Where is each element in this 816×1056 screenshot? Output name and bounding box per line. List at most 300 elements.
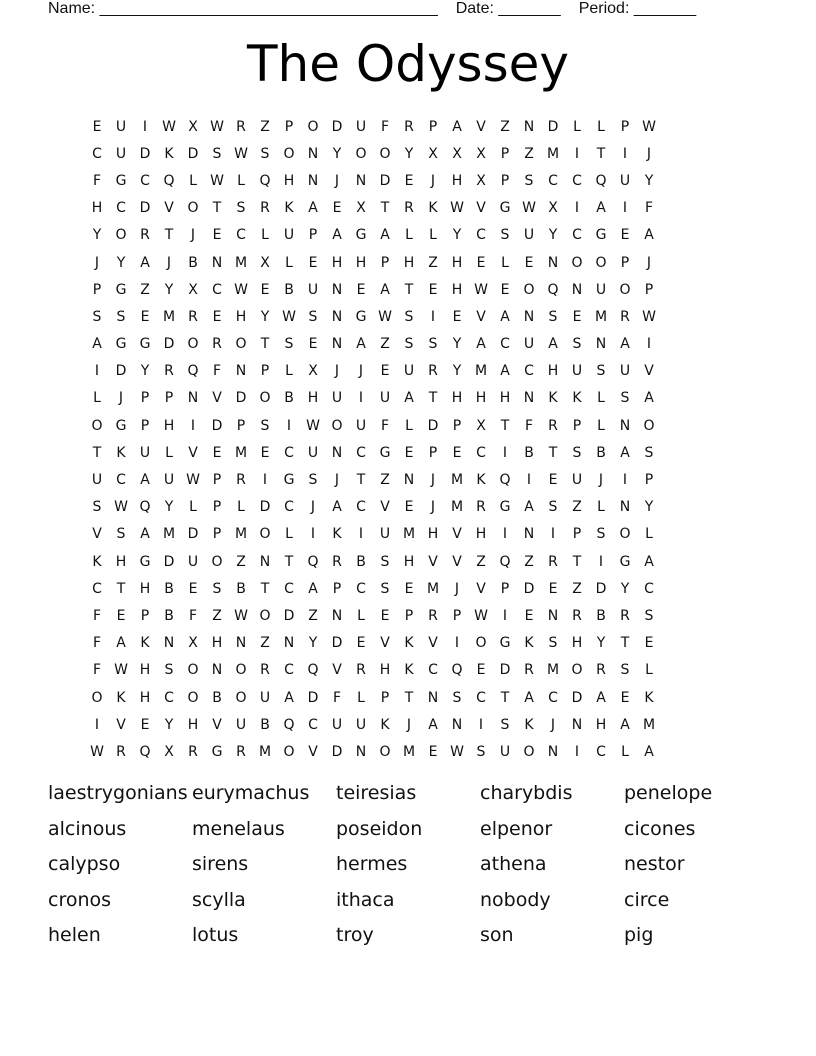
grid-letter[interactable]: D — [547, 118, 559, 135]
grid-letter[interactable]: W — [234, 281, 248, 298]
grid-letter[interactable]: N — [523, 308, 535, 325]
grid-letter[interactable]: R — [620, 607, 630, 624]
grid-letter[interactable]: A — [620, 444, 630, 461]
grid-letter[interactable]: Q — [163, 172, 175, 189]
grid-letter[interactable]: P — [284, 118, 294, 135]
grid-letter[interactable]: P — [404, 607, 414, 624]
grid-letter[interactable]: G — [115, 172, 127, 189]
grid-letter[interactable]: N — [331, 607, 343, 624]
grid-letter[interactable]: I — [142, 118, 148, 135]
grid-letter[interactable]: A — [404, 390, 414, 407]
grid-letter[interactable]: E — [476, 662, 486, 679]
grid-letter[interactable]: J — [334, 363, 340, 380]
grid-letter[interactable]: O — [235, 689, 247, 706]
grid-letter[interactable]: T — [116, 580, 126, 597]
grid-letter[interactable]: B — [164, 580, 174, 597]
grid-letter[interactable]: U — [355, 716, 367, 733]
grid-letter[interactable]: A — [428, 716, 438, 733]
grid-letter[interactable]: P — [620, 118, 630, 135]
grid-letter[interactable]: A — [596, 200, 606, 217]
grid-letter[interactable]: Z — [380, 336, 390, 353]
grid-letter[interactable]: D — [139, 200, 151, 217]
grid-letter[interactable]: C — [308, 716, 318, 733]
grid-letter[interactable]: O — [523, 743, 535, 760]
grid-letter[interactable]: U — [379, 390, 391, 407]
grid-letter[interactable]: J — [646, 254, 652, 271]
grid-letter[interactable]: K — [476, 472, 486, 489]
grid-letter[interactable]: K — [140, 635, 150, 652]
grid-letter[interactable]: E — [380, 363, 390, 380]
grid-letter[interactable]: W — [474, 607, 488, 624]
grid-letter[interactable]: Q — [547, 281, 559, 298]
grid-letter[interactable]: P — [164, 390, 174, 407]
grid-letter[interactable]: J — [430, 499, 436, 516]
grid-letter[interactable]: R — [524, 662, 534, 679]
grid-letter[interactable]: L — [645, 526, 653, 543]
grid-letter[interactable]: F — [188, 607, 198, 624]
grid-letter[interactable]: V — [188, 444, 198, 461]
grid-letter[interactable]: O — [379, 145, 391, 162]
grid-letter[interactable]: H — [451, 281, 463, 298]
grid-letter[interactable]: C — [92, 145, 102, 162]
grid-letter[interactable]: F — [644, 200, 654, 217]
grid-letter[interactable]: U — [571, 363, 583, 380]
grid-letter[interactable]: D — [187, 526, 199, 543]
grid-letter[interactable]: P — [452, 417, 462, 434]
grid-letter[interactable]: E — [524, 607, 534, 624]
grid-letter[interactable]: Q — [307, 662, 319, 679]
grid-letter[interactable]: C — [116, 200, 126, 217]
grid-letter[interactable]: N — [523, 526, 535, 543]
grid-letter[interactable]: L — [597, 118, 605, 135]
grid-letter[interactable]: D — [235, 390, 247, 407]
grid-letter[interactable]: O — [475, 635, 487, 652]
grid-letter[interactable]: I — [526, 472, 532, 489]
grid-letter[interactable]: O — [571, 662, 583, 679]
grid-letter[interactable]: E — [476, 254, 486, 271]
grid-letter[interactable]: I — [598, 553, 604, 570]
grid-letter[interactable]: R — [236, 118, 246, 135]
grid-letter[interactable]: P — [236, 417, 246, 434]
grid-letter[interactable]: S — [476, 743, 486, 760]
grid-letter[interactable]: G — [115, 281, 127, 298]
grid-letter[interactable]: V — [116, 716, 126, 733]
grid-letter[interactable]: I — [478, 716, 484, 733]
grid-letter[interactable]: N — [331, 281, 343, 298]
grid-letter[interactable]: T — [356, 472, 366, 489]
grid-letter[interactable]: R — [236, 472, 246, 489]
grid-letter[interactable]: B — [524, 444, 534, 461]
grid-letter[interactable]: R — [428, 607, 438, 624]
grid-letter[interactable]: E — [356, 281, 366, 298]
grid-letter[interactable]: S — [572, 444, 582, 461]
grid-letter[interactable]: S — [212, 145, 222, 162]
grid-letter[interactable]: C — [476, 227, 486, 244]
grid-letter[interactable]: G — [355, 227, 367, 244]
grid-letter[interactable]: Y — [404, 145, 414, 162]
grid-letter[interactable]: U — [355, 118, 367, 135]
grid-letter[interactable]: I — [574, 145, 580, 162]
grid-letter[interactable]: S — [380, 580, 390, 597]
grid-letter[interactable]: B — [212, 689, 222, 706]
grid-letter[interactable]: A — [332, 499, 342, 516]
grid-letter[interactable]: E — [500, 281, 510, 298]
grid-letter[interactable]: D — [139, 145, 151, 162]
grid-letter[interactable]: O — [115, 227, 127, 244]
grid-letter[interactable]: S — [572, 336, 582, 353]
grid-letter[interactable]: D — [283, 607, 295, 624]
grid-letter[interactable]: Q — [595, 172, 607, 189]
grid-letter[interactable]: H — [571, 635, 583, 652]
grid-letter[interactable]: A — [620, 336, 630, 353]
grid-letter[interactable]: A — [284, 689, 294, 706]
grid-letter[interactable]: V — [644, 363, 654, 380]
grid-letter[interactable]: A — [476, 336, 486, 353]
grid-letter[interactable]: C — [548, 689, 558, 706]
grid-letter[interactable]: N — [283, 635, 295, 652]
grid-letter[interactable]: G — [499, 499, 511, 516]
grid-letter[interactable]: S — [116, 308, 126, 325]
grid-letter[interactable]: V — [92, 526, 102, 543]
grid-letter[interactable]: B — [284, 281, 294, 298]
grid-letter[interactable]: Y — [452, 336, 462, 353]
grid-letter[interactable]: H — [211, 635, 223, 652]
grid-letter[interactable]: C — [476, 689, 486, 706]
grid-letter[interactable]: A — [380, 227, 390, 244]
grid-letter[interactable]: D — [211, 417, 223, 434]
grid-letter[interactable]: Z — [260, 635, 270, 652]
grid-letter[interactable]: E — [404, 444, 414, 461]
grid-letter[interactable]: C — [92, 580, 102, 597]
grid-letter[interactable]: H — [91, 200, 103, 217]
grid-letter[interactable]: A — [644, 743, 654, 760]
grid-letter[interactable]: T — [164, 227, 174, 244]
grid-letter[interactable]: V — [212, 390, 222, 407]
grid-letter[interactable]: L — [237, 172, 245, 189]
grid-letter[interactable]: R — [404, 200, 414, 217]
grid-letter[interactable]: L — [357, 607, 365, 624]
grid-letter[interactable]: N — [547, 254, 559, 271]
grid-letter[interactable]: C — [284, 580, 294, 597]
grid-letter[interactable]: O — [619, 281, 631, 298]
grid-letter[interactable]: N — [595, 336, 607, 353]
grid-letter[interactable]: P — [332, 580, 342, 597]
grid-letter[interactable]: Y — [596, 635, 606, 652]
grid-letter[interactable]: X — [452, 145, 462, 162]
grid-letter[interactable]: E — [452, 308, 462, 325]
grid-letter[interactable]: L — [261, 227, 269, 244]
grid-letter[interactable]: T — [620, 635, 630, 652]
grid-letter[interactable]: P — [212, 472, 222, 489]
grid-letter[interactable]: R — [236, 743, 246, 760]
grid-letter[interactable]: R — [260, 662, 270, 679]
grid-letter[interactable]: E — [140, 716, 150, 733]
grid-letter[interactable]: U — [331, 390, 343, 407]
grid-letter[interactable]: J — [190, 227, 196, 244]
grid-letter[interactable]: Z — [572, 580, 582, 597]
grid-letter[interactable]: C — [644, 580, 654, 597]
grid-letter[interactable]: A — [356, 336, 366, 353]
grid-letter[interactable]: A — [596, 689, 606, 706]
grid-letter[interactable]: L — [597, 499, 605, 516]
grid-letter[interactable]: J — [334, 472, 340, 489]
grid-letter[interactable]: W — [474, 281, 488, 298]
grid-letter[interactable]: D — [163, 553, 175, 570]
grid-letter[interactable]: E — [620, 689, 630, 706]
grid-letter[interactable]: E — [308, 254, 318, 271]
grid-letter[interactable]: M — [546, 662, 560, 679]
grid-letter[interactable]: M — [402, 526, 416, 543]
grid-letter[interactable]: H — [451, 172, 463, 189]
grid-letter[interactable]: V — [164, 200, 174, 217]
grid-letter[interactable]: S — [236, 200, 246, 217]
grid-letter[interactable]: A — [644, 227, 654, 244]
grid-letter[interactable]: F — [332, 689, 342, 706]
grid-letter[interactable]: K — [524, 635, 534, 652]
grid-letter[interactable]: P — [380, 689, 390, 706]
grid-letter[interactable]: O — [283, 145, 295, 162]
grid-letter[interactable]: A — [140, 254, 150, 271]
grid-letter[interactable]: R — [356, 662, 366, 679]
grid-letter[interactable]: J — [166, 254, 172, 271]
grid-letter[interactable]: S — [620, 662, 630, 679]
grid-letter[interactable]: C — [212, 281, 222, 298]
grid-letter[interactable]: W — [210, 172, 224, 189]
grid-letter[interactable]: N — [547, 743, 559, 760]
grid-letter[interactable]: D — [331, 743, 343, 760]
grid-letter[interactable]: P — [644, 281, 654, 298]
grid-letter[interactable]: S — [596, 526, 606, 543]
grid-letter[interactable]: S — [644, 444, 654, 461]
grid-letter[interactable]: O — [331, 417, 343, 434]
grid-letter[interactable]: U — [355, 417, 367, 434]
grid-letter[interactable]: T — [572, 553, 582, 570]
grid-letter[interactable]: G — [355, 308, 367, 325]
grid-letter[interactable]: Y — [452, 363, 462, 380]
grid-letter[interactable]: O — [187, 200, 199, 217]
grid-letter[interactable]: H — [187, 716, 199, 733]
grid-letter[interactable]: Y — [260, 308, 270, 325]
grid-letter[interactable]: W — [210, 118, 224, 135]
grid-letter[interactable]: W — [306, 417, 320, 434]
grid-letter[interactable]: Z — [140, 281, 150, 298]
grid-letter[interactable]: H — [139, 662, 151, 679]
grid-letter[interactable]: D — [499, 662, 511, 679]
grid-letter[interactable]: S — [500, 716, 510, 733]
grid-letter[interactable]: A — [116, 635, 126, 652]
grid-letter[interactable]: I — [190, 417, 196, 434]
grid-letter[interactable]: Z — [500, 118, 510, 135]
grid-letter[interactable]: N — [187, 390, 199, 407]
grid-letter[interactable]: R — [260, 200, 270, 217]
grid-letter[interactable]: N — [331, 336, 343, 353]
grid-letter[interactable]: X — [548, 200, 558, 217]
grid-letter[interactable]: V — [452, 526, 462, 543]
grid-letter[interactable]: L — [405, 227, 413, 244]
grid-letter[interactable]: S — [404, 336, 414, 353]
grid-letter[interactable]: L — [429, 227, 437, 244]
grid-letter[interactable]: W — [114, 499, 128, 516]
grid-letter[interactable]: D — [307, 689, 319, 706]
grid-letter[interactable]: Y — [644, 172, 654, 189]
grid-letter[interactable]: W — [162, 118, 176, 135]
grid-letter[interactable]: S — [548, 635, 558, 652]
grid-letter[interactable]: X — [164, 743, 174, 760]
grid-letter[interactable]: N — [235, 363, 247, 380]
grid-letter[interactable]: E — [188, 580, 198, 597]
grid-letter[interactable]: O — [355, 145, 367, 162]
grid-letter[interactable]: S — [524, 172, 534, 189]
grid-letter[interactable]: D — [331, 118, 343, 135]
grid-letter[interactable]: O — [571, 254, 583, 271]
grid-letter[interactable]: P — [644, 472, 654, 489]
grid-letter[interactable]: J — [550, 716, 556, 733]
grid-letter[interactable]: Y — [164, 281, 174, 298]
grid-letter[interactable]: G — [283, 472, 295, 489]
grid-letter[interactable]: B — [284, 390, 294, 407]
grid-letter[interactable]: G — [211, 743, 223, 760]
grid-letter[interactable]: Y — [140, 363, 150, 380]
grid-letter[interactable]: W — [234, 607, 248, 624]
grid-letter[interactable]: H — [475, 526, 487, 543]
grid-letter[interactable]: V — [380, 499, 390, 516]
grid-letter[interactable]: J — [118, 390, 124, 407]
grid-letter[interactable]: E — [404, 580, 414, 597]
grid-letter[interactable]: H — [379, 662, 391, 679]
grid-letter[interactable]: G — [595, 227, 607, 244]
grid-letter[interactable]: A — [644, 553, 654, 570]
grid-letter[interactable]: K — [92, 553, 102, 570]
grid-letter[interactable]: V — [212, 716, 222, 733]
grid-letter[interactable]: P — [500, 145, 510, 162]
grid-letter[interactable]: X — [476, 417, 486, 434]
grid-letter[interactable]: S — [548, 308, 558, 325]
grid-letter[interactable]: L — [405, 417, 413, 434]
grid-letter[interactable]: Q — [259, 172, 271, 189]
grid-letter[interactable]: L — [597, 417, 605, 434]
grid-letter[interactable]: V — [332, 662, 342, 679]
grid-letter[interactable]: O — [187, 662, 199, 679]
grid-letter[interactable]: P — [572, 526, 582, 543]
grid-letter[interactable]: D — [571, 689, 583, 706]
grid-letter[interactable]: E — [404, 172, 414, 189]
grid-letter[interactable]: T — [380, 200, 390, 217]
grid-letter[interactable]: H — [331, 254, 343, 271]
grid-letter[interactable]: K — [572, 390, 582, 407]
grid-letter[interactable]: X — [188, 635, 198, 652]
grid-letter[interactable]: R — [428, 363, 438, 380]
grid-letter[interactable]: N — [355, 172, 367, 189]
grid-letter[interactable]: T — [596, 145, 606, 162]
grid-letter[interactable]: V — [308, 743, 318, 760]
grid-letter[interactable]: Z — [260, 118, 270, 135]
grid-letter[interactable]: P — [452, 607, 462, 624]
grid-letter[interactable]: O — [307, 118, 319, 135]
grid-letter[interactable]: F — [92, 172, 102, 189]
grid-letter[interactable]: R — [212, 336, 222, 353]
grid-letter[interactable]: K — [548, 390, 558, 407]
grid-letter[interactable]: I — [454, 635, 460, 652]
grid-letter[interactable]: C — [164, 689, 174, 706]
grid-letter[interactable]: W — [642, 118, 656, 135]
grid-letter[interactable]: A — [500, 308, 510, 325]
grid-letter[interactable]: N — [547, 607, 559, 624]
grid-letter[interactable]: I — [358, 390, 364, 407]
grid-letter[interactable]: N — [163, 635, 175, 652]
grid-letter[interactable]: S — [404, 308, 414, 325]
grid-letter[interactable]: A — [140, 526, 150, 543]
grid-letter[interactable]: U — [403, 363, 415, 380]
grid-letter[interactable]: S — [284, 336, 294, 353]
grid-letter[interactable]: O — [187, 689, 199, 706]
grid-letter[interactable]: N — [403, 472, 415, 489]
grid-letter[interactable]: M — [450, 499, 464, 516]
grid-letter[interactable]: P — [212, 526, 222, 543]
grid-letter[interactable]: A — [308, 200, 318, 217]
grid-letter[interactable]: I — [310, 526, 316, 543]
grid-letter[interactable]: L — [93, 390, 101, 407]
grid-letter[interactable]: G — [379, 444, 391, 461]
grid-letter[interactable]: H — [115, 553, 127, 570]
grid-letter[interactable]: H — [499, 390, 511, 407]
grid-letter[interactable]: K — [404, 662, 414, 679]
grid-letter[interactable]: S — [308, 472, 318, 489]
grid-letter[interactable]: G — [499, 200, 511, 217]
grid-letter[interactable]: P — [92, 281, 102, 298]
grid-letter[interactable]: G — [115, 417, 127, 434]
grid-letter[interactable]: H — [403, 254, 415, 271]
grid-letter[interactable]: E — [644, 635, 654, 652]
grid-letter[interactable]: B — [188, 254, 198, 271]
grid-letter[interactable]: N — [235, 635, 247, 652]
grid-letter[interactable]: V — [476, 200, 486, 217]
grid-letter[interactable]: R — [332, 553, 342, 570]
grid-letter[interactable]: D — [427, 417, 439, 434]
grid-letter[interactable]: C — [524, 363, 534, 380]
grid-letter[interactable]: Z — [524, 553, 534, 570]
grid-letter[interactable]: S — [308, 308, 318, 325]
grid-letter[interactable]: P — [212, 499, 222, 516]
grid-letter[interactable]: C — [356, 580, 366, 597]
grid-letter[interactable]: P — [620, 254, 630, 271]
grid-letter[interactable]: H — [427, 526, 439, 543]
grid-letter[interactable]: L — [285, 526, 293, 543]
grid-letter[interactable]: E — [212, 227, 222, 244]
grid-letter[interactable]: K — [404, 635, 414, 652]
grid-letter[interactable]: C — [356, 499, 366, 516]
grid-letter[interactable]: E — [308, 336, 318, 353]
grid-letter[interactable]: O — [91, 689, 103, 706]
grid-letter[interactable]: U — [307, 281, 319, 298]
grid-letter[interactable]: H — [403, 553, 415, 570]
grid-letter[interactable]: X — [476, 172, 486, 189]
grid-letter[interactable]: T — [260, 336, 270, 353]
grid-letter[interactable]: C — [428, 662, 438, 679]
grid-letter[interactable]: E — [380, 607, 390, 624]
grid-letter[interactable]: D — [187, 145, 199, 162]
grid-letter[interactable]: B — [596, 444, 606, 461]
grid-letter[interactable]: D — [523, 580, 535, 597]
grid-letter[interactable]: L — [573, 118, 581, 135]
grid-letter[interactable]: I — [646, 336, 652, 353]
grid-letter[interactable]: J — [406, 716, 412, 733]
grid-letter[interactable]: K — [332, 526, 342, 543]
grid-letter[interactable]: I — [622, 145, 628, 162]
grid-letter[interactable]: H — [475, 390, 487, 407]
grid-letter[interactable]: B — [596, 607, 606, 624]
grid-letter[interactable]: Q — [499, 553, 511, 570]
grid-letter[interactable]: O — [235, 662, 247, 679]
